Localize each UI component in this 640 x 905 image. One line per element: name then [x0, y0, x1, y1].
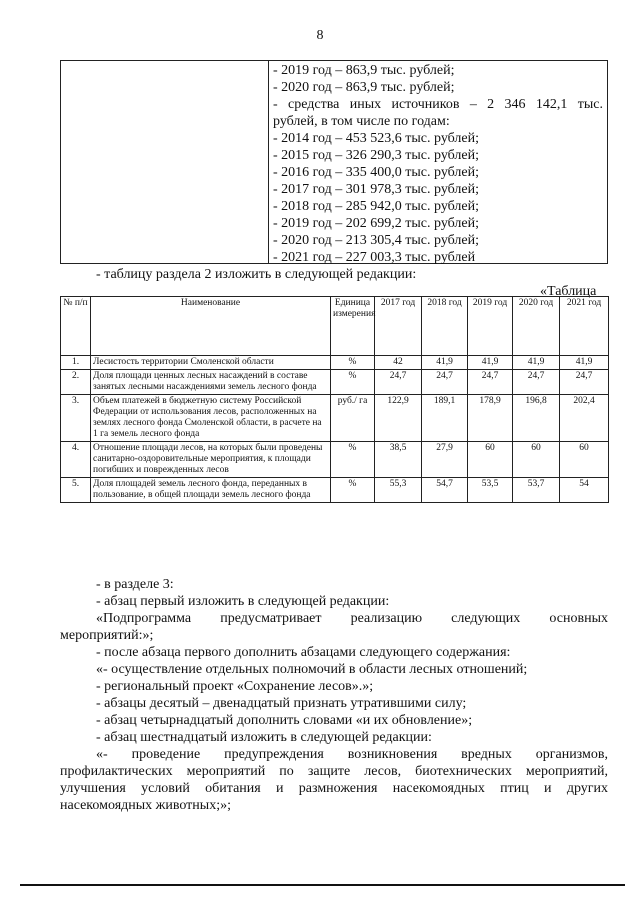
row-number: 2. [61, 370, 91, 395]
footer-rule [20, 884, 625, 886]
table-header-row [61, 297, 609, 356]
funding-sources-box [60, 60, 608, 264]
value-cell: 42 [375, 356, 422, 370]
paragraph: - региональный проект «Сохранение лесов».»; [96, 679, 374, 694]
page-number: 8 [316, 28, 324, 43]
header-number: № п/п [61, 297, 91, 356]
funding-line: - 2018 год – 285 942,0 тыс. рублей; [273, 199, 480, 214]
header-2021: 2021 год [560, 297, 609, 356]
paragraph: - абзацы десятый – двенадцатый признать утратившими силу; [96, 696, 467, 711]
table-row [61, 356, 609, 370]
value-cell: 53,7 [513, 478, 560, 503]
row-name: Доля площадей земель лесного фонда, переданных в пользование, в общей площади земель лесного фонда [91, 478, 331, 503]
value-cell: 41,9 [513, 356, 560, 370]
paragraph: профилактических мероприятий по защите лесов, биотехнических мероприятий, [60, 764, 608, 779]
header-name: Наименование [91, 297, 331, 356]
row-number: 3. [61, 395, 91, 442]
value-cell: 196,8 [513, 395, 560, 442]
row-number: 1. [61, 356, 91, 370]
table-row [61, 478, 609, 503]
paragraph: «- осуществление отдельных полномочий в области лесных отношений; [96, 662, 528, 677]
value-cell: 41,9 [560, 356, 609, 370]
funding-line: - 2019 год – 202 699,2 тыс. рублей; [273, 216, 480, 231]
value-cell: 60 [468, 442, 513, 478]
value-cell: 60 [513, 442, 560, 478]
header-2017: 2017 год [375, 297, 422, 356]
value-cell: 54 [560, 478, 609, 503]
value-cell: 55,3 [375, 478, 422, 503]
funding-line: - 2016 год – 335 400,0 тыс. рублей; [273, 165, 480, 180]
paragraph: насекомоядных животных;»; [60, 798, 231, 813]
funding-line: - 2014 год – 453 523,6 тыс. рублей; [273, 131, 480, 146]
paragraph: - в разделе 3: [96, 577, 174, 592]
value-cell: 202,4 [560, 395, 609, 442]
row-unit: % [331, 478, 375, 503]
value-cell: 178,9 [468, 395, 513, 442]
row-number: 4. [61, 442, 91, 478]
row-unit: % [331, 442, 375, 478]
table-row [61, 442, 609, 478]
header-unit: Единица измерения [331, 297, 375, 356]
indicators-table [60, 296, 609, 503]
paragraph: - абзац четырнадцатый дополнить словами «и их обновление»; [96, 713, 473, 728]
row-number: 5. [61, 478, 91, 503]
value-cell: 122,9 [375, 395, 422, 442]
value-cell: 24,7 [422, 370, 468, 395]
table-caption: «Таблица [540, 284, 597, 299]
row-name: Объем платежей в бюджетную систему Российской Федерации от использования лесов, расположенных на землях лесного фонда Смоленской области, в расчете на 1 га земель лесного фонда [91, 395, 331, 442]
funding-line: - 2019 год – 863,9 тыс. рублей; [273, 63, 455, 78]
funding-line: - 2020 год – 863,9 тыс. рублей; [273, 80, 455, 95]
funding-lines [273, 62, 603, 266]
value-cell: 24,7 [513, 370, 560, 395]
funding-line: - 2021 год – 227 003,3 тыс. рублей [273, 250, 476, 265]
value-cell: 24,7 [468, 370, 513, 395]
row-name: Доля площади ценных лесных насаждений в составе занятых лесными насаждениями земель лесного фонда [91, 370, 331, 395]
paragraph: мероприятий:»; [60, 628, 154, 643]
value-cell: 38,5 [375, 442, 422, 478]
paragraph: - после абзаца первого дополнить абзацами следующего содержания: [96, 645, 511, 660]
row-name: Лесистость территории Смоленской области [91, 356, 331, 370]
paragraph: улучшения условий обитания и размножения насекомоядных птиц и других [60, 781, 608, 796]
row-name: Отношение площади лесов, на которых были проведены санитарно-оздоровительные мероприятия, к площади погибших и поврежденных лесов [91, 442, 331, 478]
intro-line: - таблицу раздела 2 изложить в следующей редакции: [96, 267, 417, 282]
funding-line: - 2015 год – 326 290,3 тыс. рублей; [273, 148, 480, 163]
paragraph: «Подпрограмма предусматривает реализацию следующих основных [96, 611, 608, 626]
paragraph: - абзац шестнадцатый изложить в следующей редакции: [96, 730, 432, 745]
value-cell: 54,7 [422, 478, 468, 503]
funding-line: - средства иных источников – 2 346 142,1 тыс. [273, 97, 603, 112]
value-cell: 24,7 [560, 370, 609, 395]
table-row [61, 395, 609, 442]
value-cell: 41,9 [422, 356, 468, 370]
funding-line: - 2017 год – 301 978,3 тыс. рублей; [273, 182, 480, 197]
value-cell: 27,9 [422, 442, 468, 478]
paragraph: - абзац первый изложить в следующей редакции: [96, 594, 390, 609]
row-unit: руб./ га [331, 395, 375, 442]
paragraph: «- проведение предупреждения возникновения вредных организмов, [96, 747, 608, 762]
value-cell: 41,9 [468, 356, 513, 370]
value-cell: 60 [560, 442, 609, 478]
value-cell: 53,5 [468, 478, 513, 503]
header-2019: 2019 год [468, 297, 513, 356]
table-row [61, 370, 609, 395]
value-cell: 24,7 [375, 370, 422, 395]
header-2020: 2020 год [513, 297, 560, 356]
header-2018: 2018 год [422, 297, 468, 356]
funding-line: - 2020 год – 213 305,4 тыс. рублей; [273, 233, 480, 248]
value-cell: 189,1 [422, 395, 468, 442]
row-unit: % [331, 356, 375, 370]
funding-line: рублей, в том числе по годам: [273, 114, 450, 129]
box-divider [268, 61, 269, 263]
row-unit: % [331, 370, 375, 395]
